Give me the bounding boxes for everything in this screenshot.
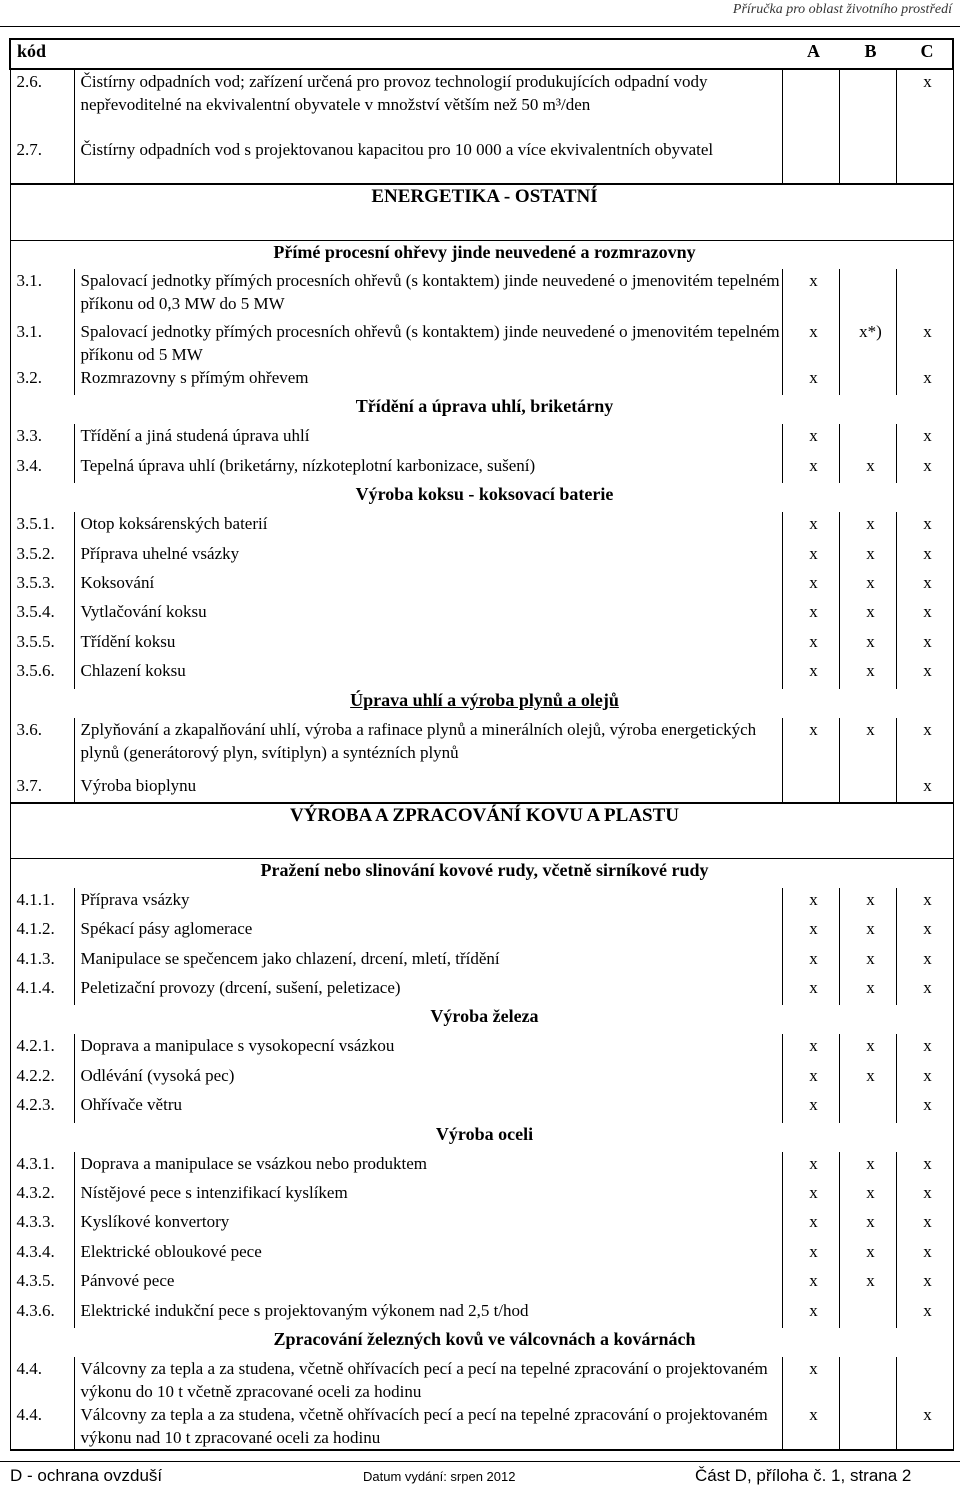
row-description: Peletizační provozy (drcení, sušení, peletizace) [74,976,782,1005]
row-description: Válcovny za tepla a za studena, včetně ohřívacích pecí a pecí na tepelné zpracování o projektovaném výkonu do 10 t včetně zpracované oceli za hodinu [74,1357,782,1403]
subsection-heading-text: Výroba oceli [435,1123,534,1144]
row-mark-b [839,774,896,803]
row-mark-c: x [896,1093,953,1122]
table-row [10,1210,953,1239]
row-description: Příprava vsázky [74,888,782,917]
row-mark-c: x [896,1034,953,1063]
row-description: Rozmrazovny s přímým ohřevem [74,366,782,395]
row-mark-b: x [839,630,896,659]
row-code: 4.3.3. [10,1210,74,1239]
row-mark-b [839,366,896,395]
table-row [10,630,953,659]
subsection-heading [10,395,953,424]
row-mark-a: x [782,1269,839,1298]
row-description: Čistírny odpadních vod s projektovanou kapacitou pro 10 000 a více ekvivalentních obyvatel [74,138,782,184]
row-code: 4.4. [10,1357,74,1403]
row-code: 3.2. [10,366,74,395]
table-row [10,366,953,395]
row-description: Doprava a manipulace s vysokopecní vsázkou [74,1034,782,1063]
row-mark-a: x [782,1034,839,1063]
row-mark-a: x [782,947,839,976]
row-mark-c: x [896,366,953,395]
row-mark-b: x [839,571,896,600]
row-mark-b [839,269,896,320]
section-heading-text: VÝROBA A ZPRACOVÁNÍ KOVU A PLASTU [10,803,953,859]
row-mark-a: x [782,630,839,659]
row-code: 4.3.2. [10,1181,74,1210]
row-code: 3.5.1. [10,512,74,541]
table-row [10,320,953,366]
row-description: Zplyňování a zkapalňování uhlí, výroba a rafinace plynů a minerálních olejů, výroba energetických plynů (generátorový plyn, svítiplyn) a syntézních plynů [74,718,782,774]
table-row [10,269,953,320]
table-row [10,512,953,541]
subsection-heading [10,859,953,888]
row-mark-b: x [839,1240,896,1269]
row-mark-c: x [896,659,953,688]
row-mark-b: x*) [839,320,896,366]
row-mark-a: x [782,366,839,395]
row-code: 2.6. [10,69,74,138]
row-description: Otop koksárenských baterií [74,512,782,541]
table-row [10,1299,953,1328]
row-mark-b: x [839,1034,896,1063]
table-row [10,424,953,453]
row-code: 3.1. [10,320,74,366]
row-description: Kyslíkové konvertory [74,1210,782,1239]
table-row [10,947,953,976]
footer-page: Část D, příloha č. 1, strana 2 [695,1466,912,1485]
row-mark-b [839,1299,896,1328]
row-mark-a [782,69,839,138]
row-mark-b: x [839,1210,896,1239]
footer-rule [0,1461,960,1462]
footer-date: Datum vydání: srpen 2012 [363,1469,516,1484]
row-mark-a: x [782,571,839,600]
subsection-heading [10,483,953,512]
row-code: 3.5.2. [10,542,74,571]
row-code: 3.5.6. [10,659,74,688]
row-mark-a: x [782,1299,839,1328]
section-heading-text: ENERGETIKA - OSTATNÍ [10,184,953,240]
row-mark-c: x [896,512,953,541]
table-row [10,600,953,629]
row-code: 4.3.6. [10,1299,74,1328]
row-description: Nístějové pece s intenzifikací kyslíkem [74,1181,782,1210]
column-header-c: C [896,39,953,69]
row-mark-c: x [896,947,953,976]
row-mark-b: x [839,947,896,976]
table-row [10,976,953,1005]
row-description: Spalovací jednotky přímých procesních ohřevů (s kontaktem) jinde neuvedené o jmenovitém tepelném příkonu od 5 MW [74,320,782,366]
row-description: Válcovny za tepla a za studena, včetně ohřívacích pecí a pecí na tepelné zpracování o projektovaném výkonu nad 10 t zpracované oceli za hodinu [74,1403,782,1450]
row-mark-c: x [896,571,953,600]
subsection-heading-text: Zpracování železných kovů ve válcovnách a kovárnách [273,1328,696,1349]
row-description: Třídění koksu [74,630,782,659]
row-mark-a [782,138,839,184]
row-mark-c: x [896,888,953,917]
row-description: Doprava a manipulace se vsázkou nebo produktem [74,1152,782,1181]
row-description: Čistírny odpadních vod; zařízení určená pro provoz technologií produkujících odpadní vody nepřevoditelné na ekvivalentní obyvatele v množství větším než 50 m³/den [74,69,782,138]
row-description: Třídění a jiná studená úprava uhlí [74,424,782,453]
row-code: 3.7. [10,774,74,803]
row-code: 3.4. [10,454,74,483]
row-code: 4.3.5. [10,1269,74,1298]
table-row [10,138,953,184]
row-mark-c [896,269,953,320]
row-mark-c: x [896,630,953,659]
row-mark-a: x [782,424,839,453]
row-mark-a: x [782,269,839,320]
table-row [10,1034,953,1063]
running-header: Příručka pro oblast životního prostředí [732,2,952,17]
table-row [10,1181,953,1210]
row-mark-b [839,69,896,138]
emission-sources-table [9,38,954,1451]
row-description: Pánvové pece [74,1269,782,1298]
row-mark-b: x [839,1181,896,1210]
row-description: Ohřívače větru [74,1093,782,1122]
row-mark-c: x [896,917,953,946]
row-description: Koksování [74,571,782,600]
row-mark-c: x [896,1299,953,1328]
table-row [10,774,953,803]
row-mark-a: x [782,1152,839,1181]
subsection-heading-text: Úprava uhlí a výroba plynů a olejů [350,689,619,710]
row-mark-b: x [839,600,896,629]
row-mark-c [896,1357,953,1403]
subsection-heading-text: Výroba železa [430,1006,539,1027]
row-mark-c: x [896,1210,953,1239]
row-mark-a: x [782,659,839,688]
table-row [10,1357,953,1403]
row-mark-b: x [839,454,896,483]
row-description: Manipulace se spečencem jako chlazení, drcení, mletí, třídění [74,947,782,976]
row-mark-c: x [896,1269,953,1298]
row-code: 3.5.4. [10,600,74,629]
row-mark-b: x [839,1269,896,1298]
row-mark-b [839,424,896,453]
row-description: Chlazení koksu [74,659,782,688]
row-code: 4.1.3. [10,947,74,976]
footer-left: D - ochrana ovzduší [10,1466,163,1485]
row-mark-b [839,1403,896,1450]
row-mark-c: x [896,1152,953,1181]
table-row [10,1152,953,1181]
subsection-heading [10,1328,953,1357]
section-heading [10,803,953,859]
section-heading [10,184,953,240]
row-code: 3.3. [10,424,74,453]
row-mark-b: x [839,888,896,917]
row-description: Spalovací jednotky přímých procesních ohřevů (s kontaktem) jinde neuvedené o jmenovitém tepelném příkonu od 0,3 MW do 5 MW [74,269,782,320]
row-code: 4.4. [10,1403,74,1450]
row-description: Elektrické obloukové pece [74,1240,782,1269]
row-mark-a: x [782,718,839,774]
row-mark-a: x [782,600,839,629]
table-row [10,1269,953,1298]
row-description: Odlévání (vysoká pec) [74,1064,782,1093]
row-mark-c: x [896,1240,953,1269]
row-mark-c: x [896,424,953,453]
row-mark-a: x [782,1240,839,1269]
row-mark-c: x [896,1403,953,1450]
subsection-heading [10,1005,953,1034]
subsection-heading-text: Třídění a úprava uhlí, briketárny [355,396,614,417]
row-mark-a: x [782,1181,839,1210]
table-row [10,1403,953,1450]
row-mark-c: x [896,320,953,366]
row-mark-a: x [782,888,839,917]
row-code: 3.1. [10,269,74,320]
row-mark-a: x [782,976,839,1005]
row-mark-c: x [896,600,953,629]
table-row [10,718,953,774]
row-description: Elektrické indukční pece s projektovaným výkonem nad 2,5 t/hod [74,1299,782,1328]
row-code: 2.7. [10,138,74,184]
row-description: Spékací pásy aglomerace [74,917,782,946]
row-mark-b: x [839,976,896,1005]
subsection-heading-text: Pražení nebo slinování kovové rudy, včetně sirníkové rudy [260,860,709,881]
row-code: 4.1.2. [10,917,74,946]
table-row [10,542,953,571]
row-description: Vytlačování koksu [74,600,782,629]
row-code: 3.5.3. [10,571,74,600]
row-mark-b [839,1357,896,1403]
row-code: 4.2.2. [10,1064,74,1093]
column-header-kod: kód [10,39,74,69]
row-mark-a: x [782,1064,839,1093]
row-mark-b: x [839,1064,896,1093]
subsection-heading [10,240,953,269]
row-mark-c: x [896,976,953,1005]
table-header-row [10,39,953,69]
subsection-heading-text: Výroba koksu - koksovací baterie [355,484,614,505]
row-mark-b: x [839,917,896,946]
row-mark-b: x [839,659,896,688]
column-header-b: B [839,39,896,69]
row-mark-a [782,774,839,803]
row-mark-a: x [782,917,839,946]
row-mark-b: x [839,1152,896,1181]
row-mark-b: x [839,542,896,571]
row-mark-c: x [896,542,953,571]
row-mark-c: x [896,718,953,774]
subsection-heading [10,1123,953,1152]
row-mark-b [839,138,896,184]
row-mark-a: x [782,542,839,571]
row-mark-a: x [782,1210,839,1239]
row-code: 4.3.1. [10,1152,74,1181]
subsection-heading-text: Přímé procesní ohřevy jinde neuvedené a rozmrazovny [273,241,696,262]
table-row [10,454,953,483]
row-mark-b: x [839,512,896,541]
row-mark-c: x [896,454,953,483]
row-code: 3.6. [10,718,74,774]
row-mark-a: x [782,1357,839,1403]
row-mark-b: x [839,718,896,774]
row-mark-a: x [782,1093,839,1122]
row-mark-c: x [896,774,953,803]
header-rule [0,26,960,27]
row-mark-a: x [782,512,839,541]
row-mark-c: x [896,69,953,138]
table-row [10,659,953,688]
row-code: 4.1.1. [10,888,74,917]
row-code: 4.3.4. [10,1240,74,1269]
table-row [10,571,953,600]
row-mark-c: x [896,1064,953,1093]
row-mark-a: x [782,320,839,366]
row-description: Výroba bioplynu [74,774,782,803]
row-code: 4.2.3. [10,1093,74,1122]
row-mark-a: x [782,1403,839,1450]
table-row [10,1093,953,1122]
table-row [10,69,953,138]
column-header-description [74,39,782,69]
row-code: 4.1.4. [10,976,74,1005]
row-description: Tepelná úprava uhlí (briketárny, nízkoteplotní karbonizace, sušení) [74,454,782,483]
table-row [10,888,953,917]
row-mark-a: x [782,454,839,483]
table-row [10,917,953,946]
row-code: 3.5.5. [10,630,74,659]
table-row [10,1064,953,1093]
table-row [10,1240,953,1269]
row-code: 4.2.1. [10,1034,74,1063]
row-description: Příprava uhelné vsázky [74,542,782,571]
subsection-heading [10,689,953,718]
row-mark-b [839,1093,896,1122]
row-mark-c: x [896,1181,953,1210]
column-header-a: A [782,39,839,69]
row-mark-c [896,138,953,184]
